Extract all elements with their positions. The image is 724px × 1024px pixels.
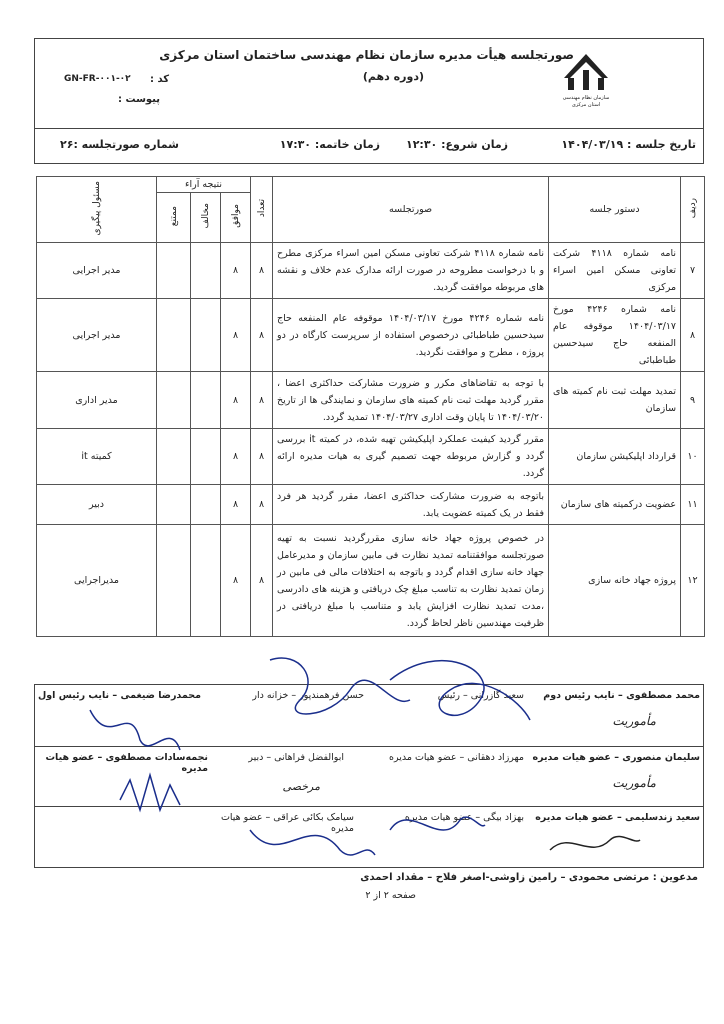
row-agenda: تمدید مهلت ثبت نام کمیته های سازمان bbox=[549, 372, 681, 429]
row-minutes: در خصوص پروژه جهاد خانه سازی مقررگردید نسبت به تهیه صورتجلسه موافقتنامه تمدید نظارت فی مابین سازمان و مدیرعامل جهاد خانه سازی اقدام گردد و باتوجه به اختلافات مالی فی مابین در زمان تمدید نظارت به تناسب مبلغ چک دریافتی و هزینه های دادرسی ،مدت تمدید نظارت افزایش یابد و متناسب با مبلغ دریافتی در ظرفیت مهندسین ناظر لحاظ گردد. bbox=[273, 525, 549, 637]
signatory-name: سیامک بکائی عراقی – عضو هیات مدیره bbox=[220, 812, 354, 834]
row-number: ۷ bbox=[681, 243, 705, 299]
signatory-name: محمد مصطفوی – نایب رئیس دوم bbox=[543, 690, 700, 701]
row-minutes: نامه شماره ۴۱۱۸ شرکت تعاونی مسکن امین اسراء مرکزی مطرح و با درخواست مطروحه در صورت ارائه مدارک عدم خلاف و نقشه های مربوطه موافقت گردید. bbox=[273, 243, 549, 299]
minutes-table bbox=[36, 176, 705, 637]
row-abstain bbox=[157, 525, 191, 637]
col-followup-header: مسئول پیگیری bbox=[37, 177, 157, 243]
row-number: ۱۲ bbox=[681, 525, 705, 637]
col-vote-result-header: نتیجه آراء bbox=[157, 177, 251, 193]
col-minutes-header: صورتجلسه bbox=[273, 177, 549, 243]
row-abstain bbox=[157, 243, 191, 299]
table-row bbox=[37, 372, 705, 429]
row-followup: مدیر اجرایی bbox=[37, 243, 157, 299]
row-agree: ۸ bbox=[221, 525, 251, 637]
signatory-name: سعید زندسلیمی – عضو هیات مدیره bbox=[535, 812, 700, 823]
code-label: کد : bbox=[150, 74, 170, 85]
handwritten-note: مرخصی bbox=[282, 780, 320, 793]
signatory-name: سعید گازرانی – رئیس bbox=[437, 690, 524, 701]
handwritten-note: مأموریت bbox=[612, 714, 656, 728]
svg-text:استان مرکزی: استان مرکزی bbox=[571, 102, 601, 108]
signatory-name: محمدرضا ضیغمی – نایب رئیس اول bbox=[38, 690, 201, 701]
table-row bbox=[37, 525, 705, 637]
row-agree: ۸ bbox=[221, 485, 251, 525]
row-minutes: مقرر گردید کیفیت عملکرد اپلیکیشن تهیه شده، در کمیته it بررسی گردد و گزارش مربوطه جهت تصمیم گیری به هیات مدیره ارائه گردد. bbox=[273, 429, 549, 485]
document-title: صورتجلسه هیأت مدیره سازمان نظام مهندسی ساختمان استان مرکزی bbox=[159, 48, 574, 62]
signatory-name: نجمه‌سادات مصطفوی – عضو هیات مدیره bbox=[45, 752, 208, 774]
row-number: ۸ bbox=[681, 299, 705, 372]
signatory-name: سلیمان منصوری – عضو هیات مدیره bbox=[532, 752, 700, 763]
col-row-header: ردیف bbox=[681, 177, 705, 243]
signatory-name: بهزاد بیگی – عضو هیات مدیره bbox=[404, 812, 524, 823]
row-agenda: قرارداد اپلیکیشن سازمان bbox=[549, 429, 681, 485]
row-count: ۸ bbox=[251, 525, 273, 637]
row-number: ۱۰ bbox=[681, 429, 705, 485]
row-count: ۸ bbox=[251, 372, 273, 429]
row-agenda: پروژه جهاد خانه سازی bbox=[549, 525, 681, 637]
signature-scribble bbox=[240, 810, 380, 870]
row-disagree bbox=[191, 299, 221, 372]
row-minutes: نامه شماره ۴۲۴۶ مورخ ۱۴۰۴/۰۳/۱۷ موقوفه عام المنفعه حاج سیدحسین طباطبائی درخصوص استفاده از سرپرست کارگاه در دو پروژه ، مطرح و موافقت نگردید. bbox=[273, 299, 549, 372]
row-agenda: نامه شماره ۴۲۴۶ مورخ ۱۴۰۴/۰۳/۱۷ موقوفه عام المنفعه حاج سیدحسین طباطبائی bbox=[549, 299, 681, 372]
row-followup: مدیر اداری bbox=[37, 372, 157, 429]
row-disagree bbox=[191, 485, 221, 525]
table-row bbox=[37, 429, 705, 485]
signature-scribble bbox=[240, 640, 540, 740]
row-disagree bbox=[191, 525, 221, 637]
row-count: ۸ bbox=[251, 429, 273, 485]
row-disagree bbox=[191, 372, 221, 429]
row-number: ۱۱ bbox=[681, 485, 705, 525]
col-agenda-header: دستور جلسه bbox=[549, 177, 681, 243]
row-abstain bbox=[157, 485, 191, 525]
table-row bbox=[37, 243, 705, 299]
col-count-header: تعداد bbox=[251, 177, 273, 243]
row-count: ۸ bbox=[251, 485, 273, 525]
period-label: (دوره دهم) bbox=[362, 70, 424, 83]
table-row bbox=[37, 299, 705, 372]
col-agree-header: موافق bbox=[221, 193, 251, 243]
row-followup: مدیر اجرایی bbox=[37, 299, 157, 372]
code-value: GN-FR-۰۰۱-۰۲ bbox=[64, 74, 131, 84]
row-disagree bbox=[191, 429, 221, 485]
row-agree: ۸ bbox=[221, 372, 251, 429]
signature-scribble bbox=[540, 820, 650, 870]
row-agenda: نامه شماره ۴۱۱۸ شرکت تعاونی مسکن امین اسراء مرکزی bbox=[549, 243, 681, 299]
signatory-name: ابوالفضل فراهانی – دبیر bbox=[248, 752, 344, 763]
handwritten-note: مأموریت bbox=[612, 776, 656, 790]
row-agenda: عضویت درکمیته های سازمان bbox=[549, 485, 681, 525]
row-agree: ۸ bbox=[221, 299, 251, 372]
row-abstain bbox=[157, 429, 191, 485]
table-row bbox=[37, 485, 705, 525]
svg-text:سازمان نظام مهندسی: سازمان نظام مهندسی bbox=[562, 95, 610, 101]
signature-scribble bbox=[110, 770, 210, 820]
page-number: صفحه ۲ از ۲ bbox=[365, 890, 416, 901]
row-followup: مدیراجرایی bbox=[37, 525, 157, 637]
col-abstain-header: ممتنع bbox=[157, 193, 191, 243]
row-number: ۹ bbox=[681, 372, 705, 429]
row-agree: ۸ bbox=[221, 429, 251, 485]
row-followup: کمیته it bbox=[37, 429, 157, 485]
row-minutes: با توجه به تقاضاهای مکرر و ضرورت مشارکت حداکثری اعضا ، مقرر گردید مهلت ثبت نام کمیته های سازمان و نمایندگی ها از تاریخ ۱۴۰۴/۰۳/۲۰ تا پایان وقت اداری ۱۴۰۴/۰۳/۲۷ تمدید گردد. bbox=[273, 372, 549, 429]
meeting-date: تاریخ جلسه : ۱۴۰۴/۰۳/۱۹ bbox=[561, 138, 696, 151]
header-divider bbox=[34, 128, 704, 129]
row-minutes: باتوجه به ضرورت مشارکت حداکثری اعضا، مقرر گردید هر فرد فقط در یک کمیته عضویت یابد. bbox=[273, 485, 549, 525]
row-agree: ۸ bbox=[221, 243, 251, 299]
attachment-label: پیوست : bbox=[118, 94, 161, 105]
signatory-name: حسن فرهمندپور – خزانه دار bbox=[252, 690, 364, 701]
meeting-start: زمان شروع: ۱۲:۳۰ bbox=[406, 138, 508, 151]
meeting-number: شماره صورتجلسه :۲۶ bbox=[60, 138, 179, 151]
signature-scribble bbox=[80, 700, 200, 760]
invited-guests: مدعوین : مرتضی محمودی – رامین زاوشی-اصغر فلاح – مقداد احمدی bbox=[360, 872, 698, 883]
meeting-end: زمان خاتمه: ۱۷:۳۰ bbox=[279, 138, 380, 151]
col-disagree-header: مخالف bbox=[191, 193, 221, 243]
row-count: ۸ bbox=[251, 243, 273, 299]
signatory-name: مهرزاد دهقانی – عضو هیات مدیره bbox=[389, 752, 524, 763]
signature-scribble bbox=[380, 800, 490, 850]
row-disagree bbox=[191, 243, 221, 299]
row-abstain bbox=[157, 299, 191, 372]
row-count: ۸ bbox=[251, 299, 273, 372]
row-abstain bbox=[157, 372, 191, 429]
row-followup: دبیر bbox=[37, 485, 157, 525]
